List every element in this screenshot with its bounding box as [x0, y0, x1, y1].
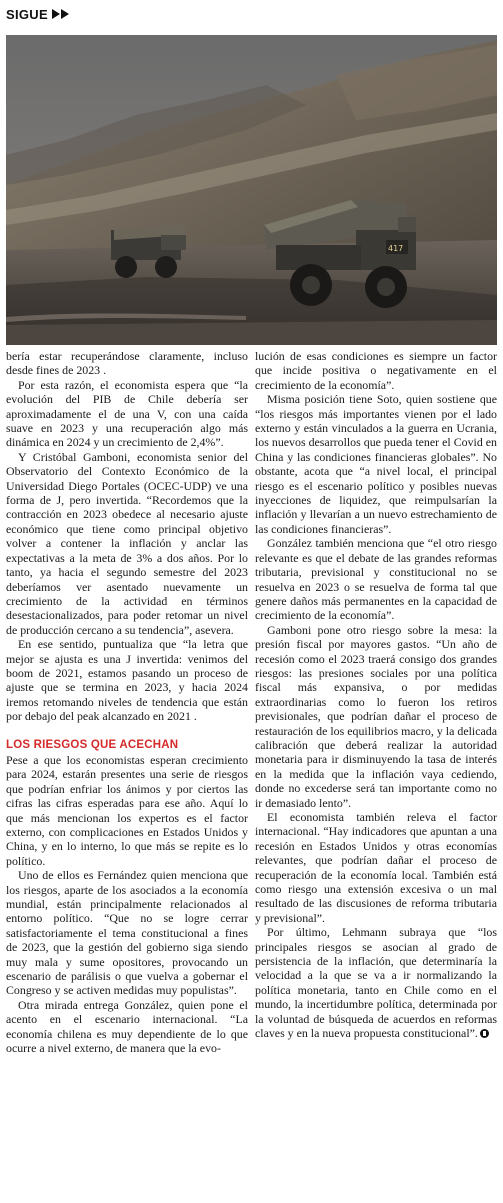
paragraph: Y Cristóbal Gamboni, economista senior del Observatorio del Contexto Económico de la Universidad Diego Portales (OCEC-UDP) ve una forma de J, pero invertida. “Recordemos que la contracción en 2023 obedece al necesario ajuste económico que tiene como principal objetivo volver a contener la inflación y anclar las expectativas a la meta de 3% a dos años. Por lo tanto, ya hacia el segundo semestre del 2023 deberíamos ver asentado nuevamente un crecimiento de la actividad en términos desestacionalizados, para poder retomar un nivel de producción cercano a su tendencia”, asevera.	[6, 449, 248, 637]
continue-label: SIGUE	[6, 6, 48, 22]
paragraph: bería estar recuperándose claramente, incluso desde fines de 2023 .	[6, 349, 248, 378]
paragraph: Gamboni pone otro riesgo sobre la mesa: la presión fiscal por mayores gastos. “Un año de recesión como el 2023 traerá consigo dos grandes riesgos: las presiones sociales por una política fiscal más expansiva, o por medidas extraordinarias como lo fueron los retiros previsionales, que podrían dañar el proceso de restauración de los equilibrios macro, y la delicada calibración que deberá realizar la autoridad monetaria para ir disminuyendo la tasa de interés en la medida que la inflación vaya cediendo, donde no excederse será tan importante como no ir demasiado lento”.	[255, 622, 497, 810]
paragraph: Misma posición tiene Soto, quien sostiene que “los riesgos más importantes vienen por el lado externo y están vinculados a la guerra en Ucrania, los nuevos desarrollos que pueda tener el Covid en China y las condiciones financieras globales”. No obstante, acota que “a nivel local, el principal riesgo es el escenario político y posibles nuevas inyecciones de liquidez, que reimpulsarían la inflación y llevarían a un nuevo estrechamiento de las condiciones financieras”.	[255, 392, 497, 536]
paragraph-text: Por último, Lehmann subraya que “los principales riesgos se asocian al grado de persistencia de la inflación, que determinaría la velocidad a la que se va a ir normalizando la política monetaria, tanto en Chile como en el mundo, la incertidumbre política, determinada por la voluntad de búsqueda de acuerdos en reformas claves y en la nueva propuesta constitucional”.	[255, 925, 497, 1041]
paragraph: En ese sentido, puntualiza que “la letra que mejor se ajusta es una J invertida: venimos del boom de 2021, estamos pasando un proceso de ajuste que se termina en 2023, y hacia 2024 iremos retomando niveles de tendencia que están por debajo del peak alcanzado en 2021 .	[6, 637, 248, 724]
forward-arrows-icon	[52, 9, 69, 19]
continue-header[interactable]	[6, 3, 69, 25]
paragraph: González también menciona que “el otro riesgo relevante es que el debate de las grandes reformas tributaria, previsional y constitucional no se resuelva en 2023 o se resuelva de forma tal que genere daños más permanentes en la capacidad de crecimiento de la economía”.	[255, 536, 497, 623]
mining-trucks-photo	[6, 35, 497, 345]
truck-number: 417	[388, 244, 404, 253]
paragraph: Uno de ellos es Fernández quien menciona que los riesgos, aparte de los asociados a la economía mundial, están principalmente relacionados al entorno político. “Que no se logre cerrar satisfactoriamente el tema constitucional a fines de 2023, que la gestión del gobierno siga siendo muy mala y sume opositores, provocando un escenario de parálisis o que vuelva a gobernar el Congreso y se activen medidas muy populistas”.	[6, 868, 248, 998]
paragraph: Pese a que los economistas esperan crecimiento para 2024, estarán presentes una serie de riesgos que podrían enfriar los ánimos y por ciertos las cifras las cifras esperadas para ese año. Aquí lo que más mencionan los expertos es el factor externo, con complicaciones en Estados Unidos y China, y en lo interno, lo que más se repite es lo político.	[6, 752, 248, 868]
section-subheading: LOS RIESGOS QUE ACECHAN	[6, 738, 179, 751]
article-columns	[6, 349, 497, 1056]
paragraph: Por esta razón, el economista espera que “la evolución del PIB de Chile debería ser aproximadamente el de una V, con una caída suave en 2023 y una recuperación algo más dinámica en 2024 y un crecimiento de 2,4%”.	[6, 377, 248, 450]
column-left	[6, 349, 248, 1056]
paragraph-final	[255, 925, 497, 1040]
paragraph: Otra mirada entrega González, quien pone el acento en el escenario internacional. “La economía chilena es muy dependiente de lo que ocurre a nivel externo, de manera que la evo-	[6, 997, 248, 1056]
column-right	[255, 349, 497, 1056]
paragraph: El economista también releva el factor internacional. “Hay indicadores que apuntan a una recesión en Estados Unidos y otras economías relevantes, que podrían dañar el proceso de recuperación de la economía local. También está como riesgo una extensión excesiva o un mal resultado de las discusiones de reforma tributaria y previsional”.	[255, 810, 497, 925]
end-mark-icon	[480, 1029, 489, 1038]
paragraph: lución de esas condiciones es siempre un factor que incide positiva o negativamente en el crecimiento de la economía”.	[255, 349, 497, 392]
